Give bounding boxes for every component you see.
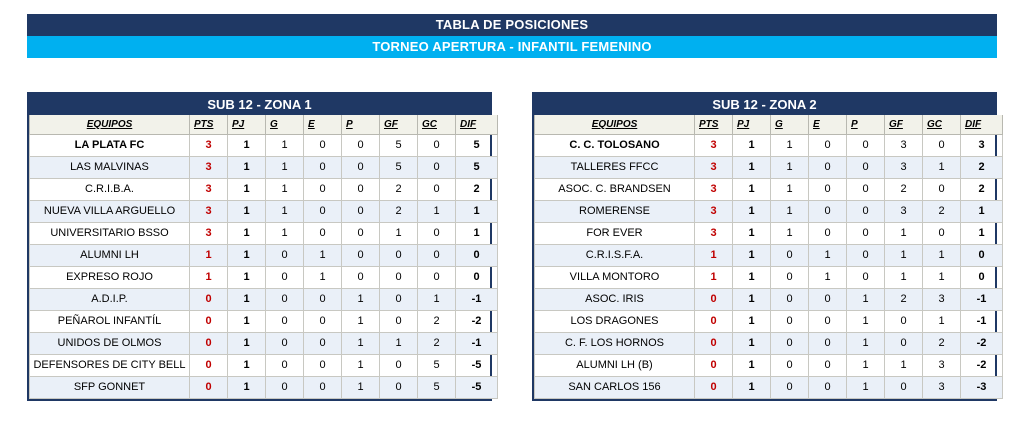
zone-2-title: SUB 12 - ZONA 2: [534, 94, 995, 115]
stat-cell-gf: 3: [885, 156, 923, 178]
col-header-g: G: [266, 115, 304, 134]
zone-1: [27, 92, 492, 401]
team-name-cell: UNIVERSITARIO BSSO: [30, 222, 190, 244]
col-header-dif: DIF: [961, 115, 1003, 134]
stat-cell-pj: 1: [228, 244, 266, 266]
stat-cell-p: 1: [847, 354, 885, 376]
stat-cell-pts: 1: [695, 244, 733, 266]
stat-cell-p: 0: [847, 222, 885, 244]
stat-cell-gf: 5: [380, 156, 418, 178]
stat-cell-gf: 0: [885, 376, 923, 398]
stat-cell-pj: 1: [228, 134, 266, 156]
stat-cell-e: 1: [809, 244, 847, 266]
stat-cell-gc: 3: [923, 288, 961, 310]
stat-cell-p: 0: [847, 178, 885, 200]
zone-2-head: [535, 115, 1003, 134]
stat-cell-p: 0: [847, 156, 885, 178]
table-row: [30, 376, 498, 398]
stat-cell-g: 0: [266, 266, 304, 288]
team-name-cell: FOR EVER: [535, 222, 695, 244]
zone-1-head: [30, 115, 498, 134]
team-name-cell: ALUMNI LH (B): [535, 354, 695, 376]
stat-cell-gc: 0: [418, 156, 456, 178]
stat-cell-g: 0: [771, 288, 809, 310]
col-header-dif: DIF: [456, 115, 498, 134]
table-row: [30, 134, 498, 156]
stat-cell-pj: 1: [733, 354, 771, 376]
stat-cell-p: 0: [342, 266, 380, 288]
col-header-equipos: EQUIPOS: [30, 115, 190, 134]
stat-cell-pj: 1: [228, 222, 266, 244]
stat-cell-pts: 0: [695, 288, 733, 310]
stat-cell-dif: -2: [961, 332, 1003, 354]
team-name-cell: TALLERES FFCC: [535, 156, 695, 178]
stat-cell-p: 1: [847, 332, 885, 354]
stat-cell-dif: 5: [456, 134, 498, 156]
team-name-cell: UNIDOS DE OLMOS: [30, 332, 190, 354]
col-header-p: P: [847, 115, 885, 134]
stat-cell-gc: 2: [923, 332, 961, 354]
table-row: [535, 354, 1003, 376]
team-name-cell: EXPRESO ROJO: [30, 266, 190, 288]
stat-cell-pj: 1: [228, 266, 266, 288]
stat-cell-gc: 0: [923, 178, 961, 200]
stat-cell-gf: 0: [380, 244, 418, 266]
stat-cell-dif: 1: [456, 222, 498, 244]
stat-cell-p: 0: [847, 266, 885, 288]
stat-cell-g: 0: [266, 288, 304, 310]
stat-cell-dif: 2: [961, 178, 1003, 200]
stat-cell-pts: 0: [695, 376, 733, 398]
stat-cell-p: 1: [342, 332, 380, 354]
stat-cell-pj: 1: [228, 200, 266, 222]
stat-cell-e: 0: [304, 200, 342, 222]
stat-cell-g: 1: [771, 222, 809, 244]
zone-1-table: [29, 115, 498, 399]
stat-cell-e: 0: [304, 354, 342, 376]
stat-cell-e: 0: [809, 222, 847, 244]
stat-cell-gc: 1: [923, 244, 961, 266]
stat-cell-g: 0: [266, 332, 304, 354]
stat-cell-pj: 1: [733, 134, 771, 156]
stat-cell-pj: 1: [733, 222, 771, 244]
stat-cell-g: 1: [771, 200, 809, 222]
stat-cell-gf: 2: [885, 288, 923, 310]
table-row: [30, 178, 498, 200]
stat-cell-g: 0: [771, 332, 809, 354]
stat-cell-pts: 3: [695, 156, 733, 178]
table-row: [30, 156, 498, 178]
stat-cell-pj: 1: [228, 310, 266, 332]
team-name-cell: LA PLATA FC: [30, 134, 190, 156]
stat-cell-p: 1: [847, 310, 885, 332]
stat-cell-g: 0: [771, 266, 809, 288]
stat-cell-pts: 3: [190, 156, 228, 178]
stat-cell-e: 1: [304, 266, 342, 288]
stat-cell-gf: 0: [885, 310, 923, 332]
col-header-pts: PTS: [190, 115, 228, 134]
stat-cell-gc: 1: [418, 200, 456, 222]
stat-cell-g: 0: [771, 376, 809, 398]
stat-cell-e: 0: [809, 332, 847, 354]
stat-cell-e: 0: [809, 288, 847, 310]
stat-cell-pts: 3: [190, 222, 228, 244]
stat-cell-pts: 3: [190, 178, 228, 200]
stat-cell-dif: 2: [456, 178, 498, 200]
stat-cell-gc: 2: [418, 310, 456, 332]
stat-cell-dif: 0: [456, 244, 498, 266]
zone-1-body: [30, 134, 498, 398]
stat-cell-g: 0: [266, 244, 304, 266]
stat-cell-g: 1: [266, 134, 304, 156]
stat-cell-pj: 1: [733, 266, 771, 288]
stat-cell-p: 1: [342, 288, 380, 310]
stat-cell-p: 1: [342, 310, 380, 332]
team-name-cell: NUEVA VILLA ARGUELLO: [30, 200, 190, 222]
stat-cell-pj: 1: [228, 156, 266, 178]
stat-cell-dif: 0: [961, 266, 1003, 288]
stat-cell-g: 1: [266, 178, 304, 200]
stat-cell-e: 0: [809, 354, 847, 376]
stat-cell-dif: -5: [456, 354, 498, 376]
stat-cell-e: 0: [809, 178, 847, 200]
stat-cell-gf: 1: [885, 266, 923, 288]
col-header-gc: GC: [418, 115, 456, 134]
stat-cell-e: 0: [304, 178, 342, 200]
col-header-e: E: [304, 115, 342, 134]
stat-cell-pts: 0: [695, 354, 733, 376]
stat-cell-p: 0: [847, 134, 885, 156]
stat-cell-e: 1: [809, 266, 847, 288]
table-row: [30, 244, 498, 266]
col-header-gc: GC: [923, 115, 961, 134]
stat-cell-e: 1: [304, 244, 342, 266]
table-row: [535, 178, 1003, 200]
stat-cell-g: 0: [771, 310, 809, 332]
table-row: [30, 332, 498, 354]
col-header-p: P: [342, 115, 380, 134]
table-row: [535, 200, 1003, 222]
stat-cell-e: 0: [809, 310, 847, 332]
stat-cell-pts: 3: [190, 134, 228, 156]
stat-cell-g: 1: [266, 200, 304, 222]
stat-cell-gf: 3: [885, 200, 923, 222]
stat-cell-pts: 0: [190, 332, 228, 354]
zone-2-table: [534, 115, 1003, 399]
stat-cell-e: 0: [304, 134, 342, 156]
stat-cell-g: 0: [266, 376, 304, 398]
table-row: [535, 156, 1003, 178]
stat-cell-g: 0: [771, 244, 809, 266]
stat-cell-p: 1: [342, 354, 380, 376]
stat-cell-gc: 5: [418, 376, 456, 398]
stat-cell-gc: 2: [923, 200, 961, 222]
stat-cell-pj: 1: [228, 178, 266, 200]
table-row: [30, 200, 498, 222]
stat-cell-gf: 5: [380, 134, 418, 156]
stat-cell-g: 1: [266, 156, 304, 178]
table-row: [535, 244, 1003, 266]
stat-cell-gf: 2: [380, 178, 418, 200]
stat-cell-e: 0: [304, 288, 342, 310]
team-name-cell: ALUMNI LH: [30, 244, 190, 266]
stat-cell-g: 1: [266, 222, 304, 244]
stat-cell-pj: 1: [228, 332, 266, 354]
table-row: [535, 222, 1003, 244]
stat-cell-gf: 1: [380, 332, 418, 354]
stat-cell-dif: -5: [456, 376, 498, 398]
team-name-cell: LAS MALVINAS: [30, 156, 190, 178]
col-header-gf: GF: [885, 115, 923, 134]
team-name-cell: C. C. TOLOSANO: [535, 134, 695, 156]
team-name-cell: ROMERENSE: [535, 200, 695, 222]
stat-cell-p: 1: [342, 376, 380, 398]
stat-cell-dif: 1: [961, 222, 1003, 244]
stat-cell-gc: 5: [418, 354, 456, 376]
stat-cell-p: 0: [847, 200, 885, 222]
stat-cell-e: 0: [304, 332, 342, 354]
stat-cell-p: 0: [847, 244, 885, 266]
stat-cell-gf: 2: [885, 178, 923, 200]
stat-cell-g: 1: [771, 178, 809, 200]
table-row: [30, 266, 498, 288]
stat-cell-g: 0: [771, 354, 809, 376]
stat-cell-e: 0: [304, 156, 342, 178]
stat-cell-pts: 1: [190, 266, 228, 288]
stat-cell-pts: 1: [190, 244, 228, 266]
stat-cell-pts: 3: [695, 200, 733, 222]
zone-2: [532, 92, 997, 401]
table-row: [30, 222, 498, 244]
col-header-pts: PTS: [695, 115, 733, 134]
stat-cell-g: 0: [266, 310, 304, 332]
stat-cell-e: 0: [809, 156, 847, 178]
team-name-cell: SFP GONNET: [30, 376, 190, 398]
team-name-cell: A.D.I.P.: [30, 288, 190, 310]
stat-cell-gf: 0: [380, 266, 418, 288]
stat-cell-dif: 1: [961, 200, 1003, 222]
stat-cell-e: 0: [809, 376, 847, 398]
stat-cell-gc: 1: [418, 288, 456, 310]
team-name-cell: C.R.I.S.F.A.: [535, 244, 695, 266]
stat-cell-dif: 5: [456, 156, 498, 178]
stat-cell-pts: 0: [695, 310, 733, 332]
stat-cell-p: 0: [342, 244, 380, 266]
stat-cell-dif: -1: [456, 288, 498, 310]
stat-cell-dif: 2: [961, 156, 1003, 178]
stat-cell-e: 0: [304, 310, 342, 332]
col-header-pj: PJ: [228, 115, 266, 134]
stat-cell-p: 0: [342, 200, 380, 222]
stat-cell-p: 0: [342, 134, 380, 156]
stat-cell-pts: 3: [695, 222, 733, 244]
col-header-gf: GF: [380, 115, 418, 134]
table-row: [535, 288, 1003, 310]
stat-cell-dif: 0: [961, 244, 1003, 266]
stat-cell-pj: 1: [228, 354, 266, 376]
table-row: [535, 134, 1003, 156]
table-row: [535, 266, 1003, 288]
zone-2-body: [535, 134, 1003, 398]
stat-cell-dif: 3: [961, 134, 1003, 156]
stat-cell-pts: 3: [695, 134, 733, 156]
stat-cell-pts: 3: [695, 178, 733, 200]
stat-cell-pj: 1: [733, 376, 771, 398]
header-banner: [27, 14, 997, 58]
table-row: [535, 332, 1003, 354]
stat-cell-gf: 0: [380, 310, 418, 332]
stat-cell-pts: 3: [190, 200, 228, 222]
stat-cell-pts: 0: [190, 376, 228, 398]
stat-cell-pts: 0: [190, 310, 228, 332]
stat-cell-e: 0: [809, 134, 847, 156]
stat-cell-pj: 1: [228, 288, 266, 310]
stat-cell-pj: 1: [228, 376, 266, 398]
team-name-cell: LOS DRAGONES: [535, 310, 695, 332]
stat-cell-pj: 1: [733, 200, 771, 222]
stat-cell-dif: 0: [456, 266, 498, 288]
stat-cell-pts: 1: [695, 266, 733, 288]
col-header-pj: PJ: [733, 115, 771, 134]
stat-cell-gf: 2: [380, 200, 418, 222]
stat-cell-dif: -1: [961, 310, 1003, 332]
stat-cell-gc: 2: [418, 332, 456, 354]
stat-cell-gc: 0: [418, 244, 456, 266]
table-row: [535, 310, 1003, 332]
stat-cell-g: 0: [266, 354, 304, 376]
team-name-cell: ASOC. C. BRANDSEN: [535, 178, 695, 200]
stat-cell-gc: 3: [923, 376, 961, 398]
stat-cell-gf: 1: [885, 222, 923, 244]
col-header-g: G: [771, 115, 809, 134]
team-name-cell: ASOC. IRIS: [535, 288, 695, 310]
table-row: [30, 288, 498, 310]
stat-cell-p: 0: [342, 178, 380, 200]
stat-cell-gc: 0: [418, 266, 456, 288]
stat-cell-pts: 0: [190, 354, 228, 376]
table-row: [30, 310, 498, 332]
stat-cell-dif: -2: [961, 354, 1003, 376]
table-row: [535, 376, 1003, 398]
stat-cell-gf: 1: [885, 354, 923, 376]
stat-cell-pj: 1: [733, 178, 771, 200]
stat-cell-e: 0: [304, 376, 342, 398]
stat-cell-g: 1: [771, 134, 809, 156]
page-title: TABLA DE POSICIONES: [27, 14, 997, 36]
stat-cell-gf: 0: [380, 288, 418, 310]
stat-cell-gc: 0: [418, 222, 456, 244]
stat-cell-p: 1: [847, 376, 885, 398]
stat-cell-g: 1: [771, 156, 809, 178]
stat-cell-gc: 3: [923, 354, 961, 376]
team-name-cell: C. F. LOS HORNOS: [535, 332, 695, 354]
team-name-cell: SAN CARLOS 156: [535, 376, 695, 398]
col-header-e: E: [809, 115, 847, 134]
stat-cell-p: 1: [847, 288, 885, 310]
stat-cell-gc: 0: [923, 134, 961, 156]
stat-cell-gc: 1: [923, 310, 961, 332]
stat-cell-e: 0: [304, 222, 342, 244]
team-name-cell: VILLA MONTORO: [535, 266, 695, 288]
stat-cell-gc: 1: [923, 156, 961, 178]
team-name-cell: PEÑAROL INFANTÍL: [30, 310, 190, 332]
stat-cell-dif: 1: [456, 200, 498, 222]
zone-1-title: SUB 12 - ZONA 1: [29, 94, 490, 115]
stat-cell-pj: 1: [733, 332, 771, 354]
stat-cell-gc: 0: [418, 178, 456, 200]
stat-cell-pts: 0: [190, 288, 228, 310]
stat-cell-dif: -3: [961, 376, 1003, 398]
team-name-cell: C.R.I.B.A.: [30, 178, 190, 200]
table-row: [30, 354, 498, 376]
stat-cell-gc: 0: [418, 134, 456, 156]
stat-cell-e: 0: [809, 200, 847, 222]
stat-cell-p: 0: [342, 156, 380, 178]
stat-cell-gc: 0: [923, 222, 961, 244]
stat-cell-dif: -1: [456, 332, 498, 354]
stat-cell-pj: 1: [733, 310, 771, 332]
col-header-equipos: EQUIPOS: [535, 115, 695, 134]
stat-cell-p: 0: [342, 222, 380, 244]
stat-cell-gc: 1: [923, 266, 961, 288]
stat-cell-dif: -2: [456, 310, 498, 332]
team-name-cell: DEFENSORES DE CITY BELL: [30, 354, 190, 376]
stat-cell-gf: 3: [885, 134, 923, 156]
stat-cell-pj: 1: [733, 288, 771, 310]
stat-cell-gf: 1: [885, 244, 923, 266]
page-subtitle: TORNEO APERTURA - INFANTIL FEMENINO: [27, 36, 997, 58]
stat-cell-dif: -1: [961, 288, 1003, 310]
stat-cell-gf: 0: [380, 376, 418, 398]
stat-cell-gf: 0: [380, 354, 418, 376]
stat-cell-gf: 1: [380, 222, 418, 244]
stat-cell-pj: 1: [733, 244, 771, 266]
stat-cell-pj: 1: [733, 156, 771, 178]
stat-cell-pts: 0: [695, 332, 733, 354]
zones-container: [27, 92, 997, 401]
stat-cell-gf: 0: [885, 332, 923, 354]
